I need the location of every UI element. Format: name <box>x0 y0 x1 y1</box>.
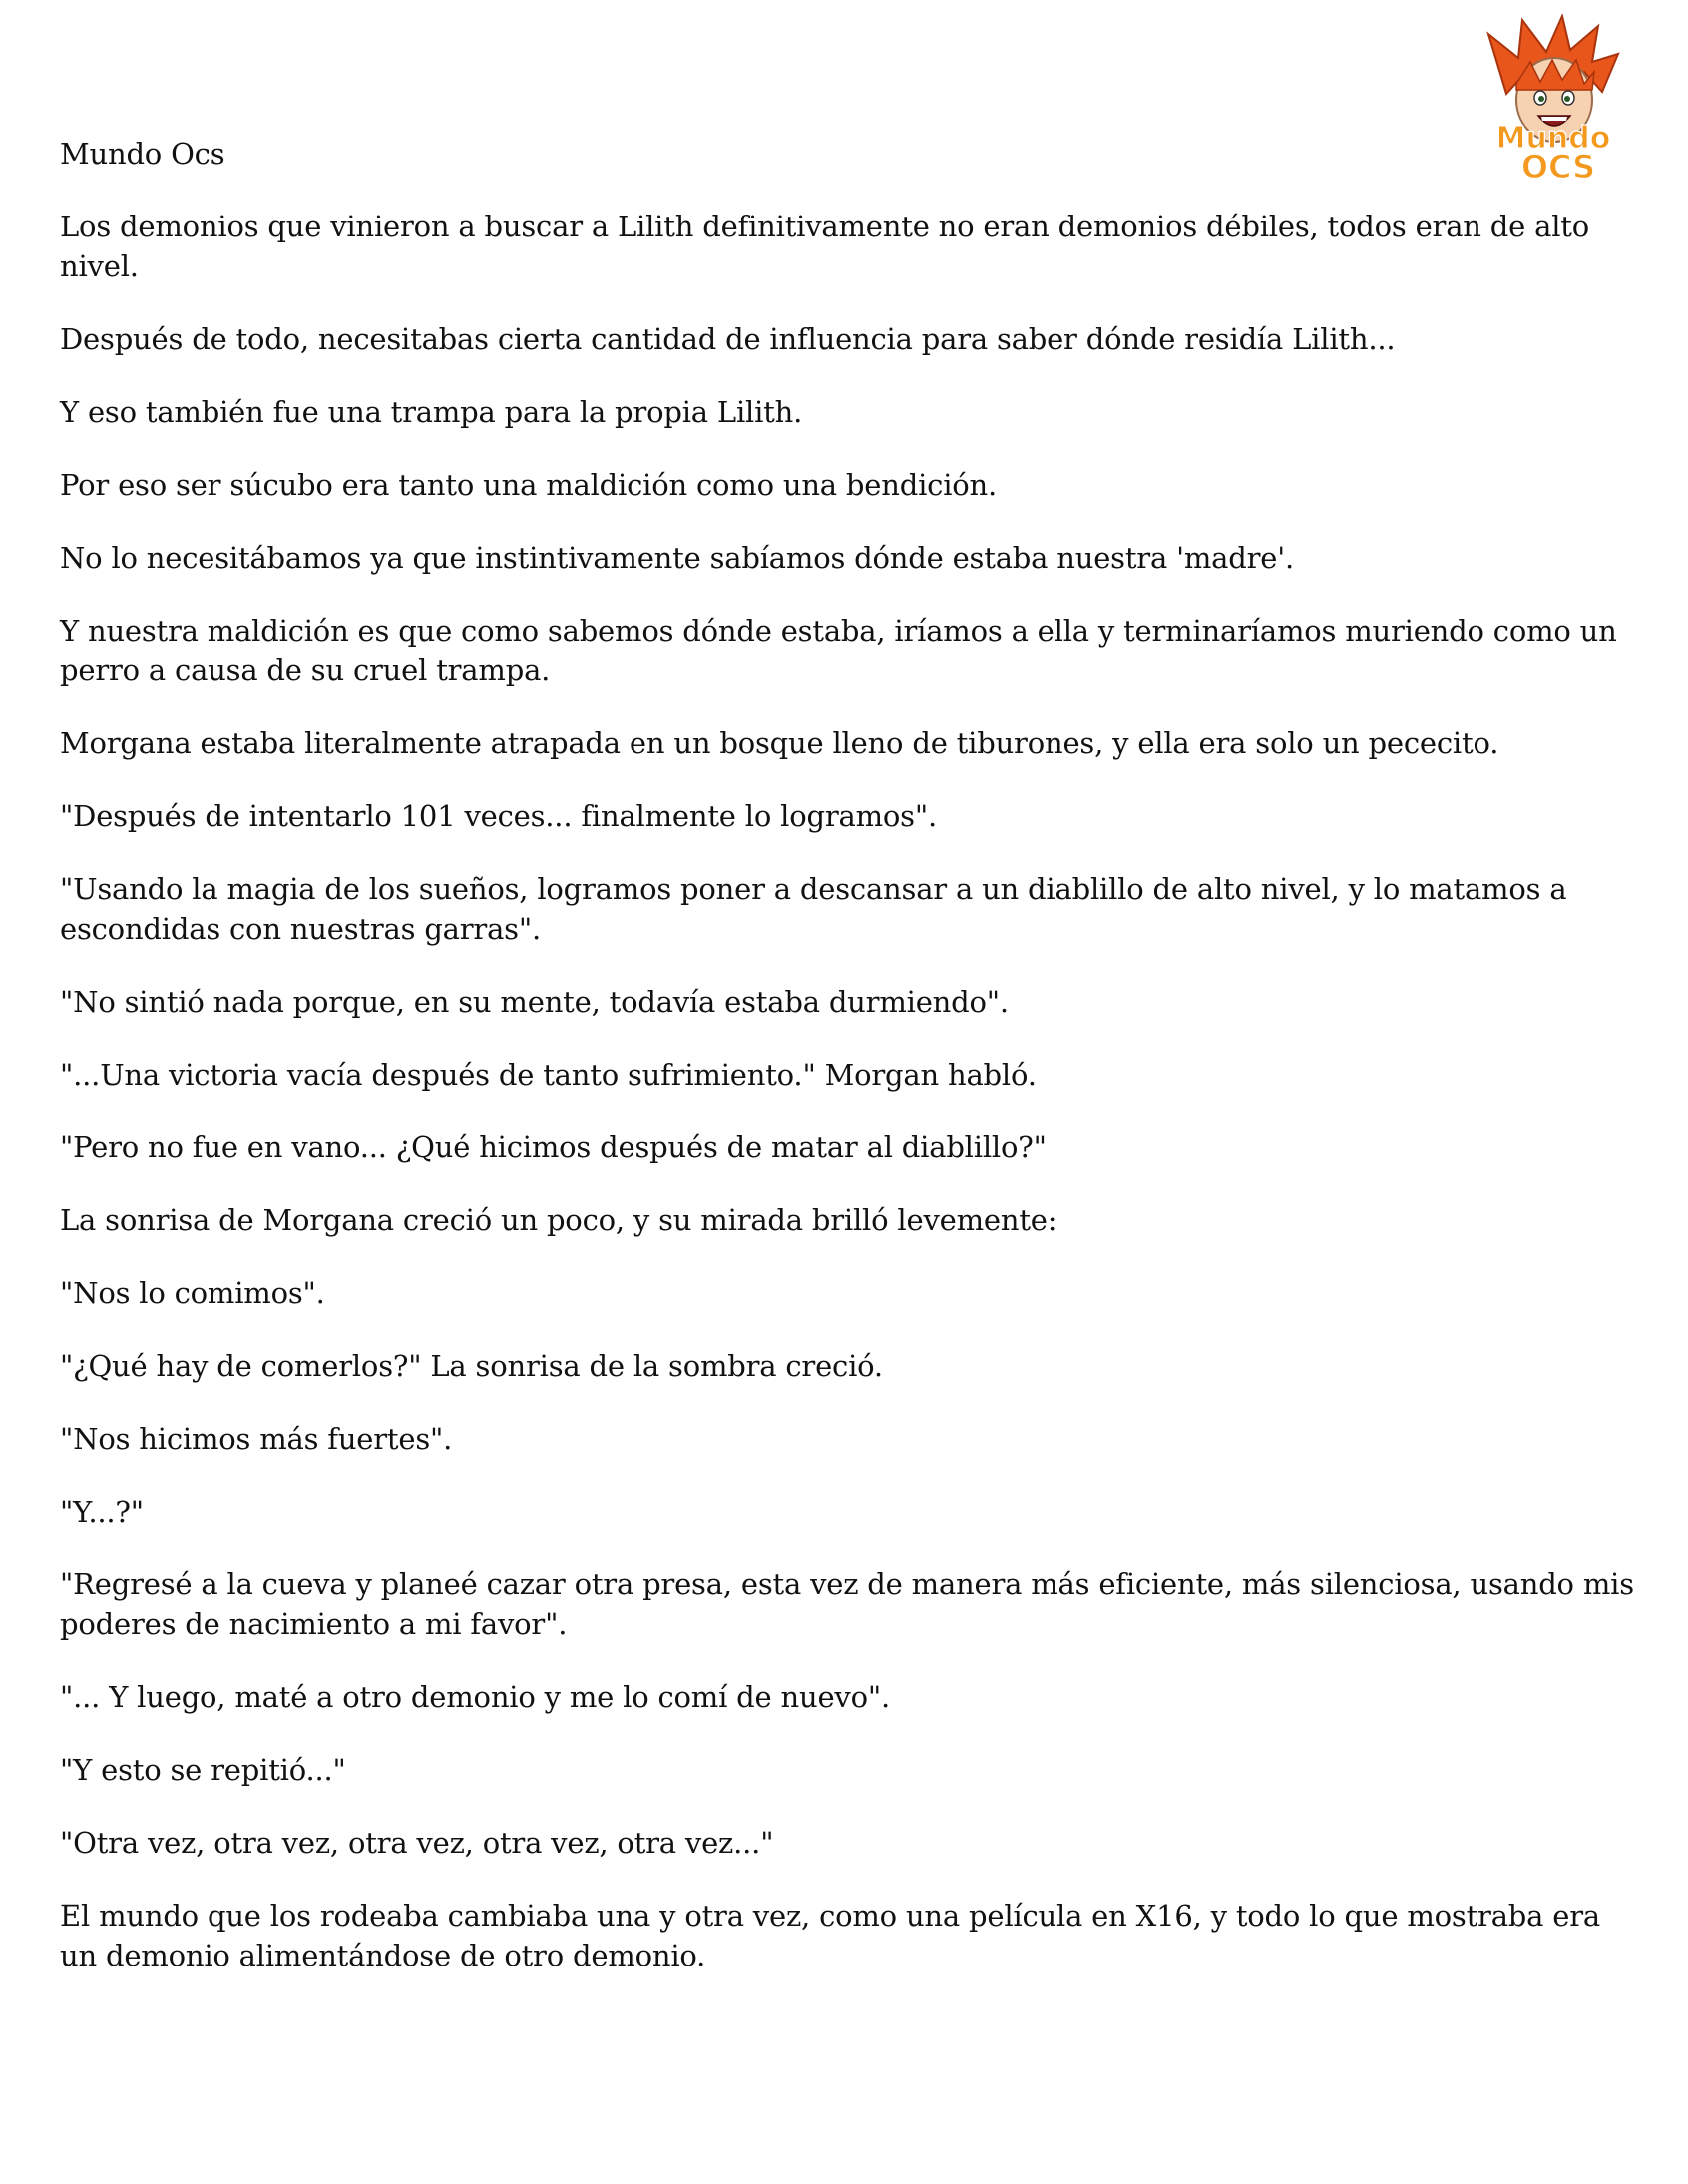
document-title: Mundo Ocs <box>60 137 225 171</box>
paragraph: Por eso ser súcubo era tanto una maldición como una bendición. <box>60 468 998 502</box>
paragraph: "Usando la magia de los sueños, logramos poner a descansar a un diablillo de alto nivel, y lo matamos a escondidas con nuestras garras". <box>60 872 1567 946</box>
logo-text-bottom: OCS <box>1520 148 1596 184</box>
paragraph: Y eso también fue una trampa para la propia Lilith. <box>60 395 803 429</box>
document-body <box>60 134 1636 2008</box>
paragraph: "¿Qué hay de comerlos?" La sonrisa de la sombra creció. <box>60 1349 883 1383</box>
paragraph: "Y esto se repitió..." <box>60 1753 346 1787</box>
paragraph: Morgana estaba literalmente atrapada en un bosque lleno de tiburones, y ella era solo un pececito. <box>60 726 1499 760</box>
paragraph: "Regresé a la cueva y planeé cazar otra presa, esta vez de manera más eficiente, más silenciosa, usando mis poderes de nacimiento a mi favor". <box>60 1567 1634 1641</box>
paragraph: "Después de intentarlo 101 veces... finalmente lo logramos". <box>60 799 937 833</box>
paragraph: La sonrisa de Morgana creció un poco, y su mirada brilló levemente: <box>60 1203 1057 1237</box>
paragraph: "Otra vez, otra vez, otra vez, otra vez, otra vez..." <box>60 1826 774 1860</box>
paragraph: Después de todo, necesitabas cierta cantidad de influencia para saber dónde residía Lilith... <box>60 322 1396 356</box>
paragraph: El mundo que los rodeaba cambiaba una y otra vez, como una película en X16, y todo lo que mostraba era un demonio alimentándose de otro demonio. <box>60 1899 1600 1972</box>
paragraph: "... Y luego, maté a otro demonio y me lo comí de nuevo". <box>60 1680 891 1714</box>
paragraph: No lo necesitábamos ya que instintivamente sabíamos dónde estaba nuestra 'madre'. <box>60 541 1295 575</box>
paragraph: Los demonios que vinieron a buscar a Lilith definitivamente no eran demonios débiles, todos eran de alto nivel. <box>60 210 1590 283</box>
paragraph: "Pero no fue en vano... ¿Qué hicimos después de matar al diablillo?" <box>60 1130 1047 1164</box>
logo-text-top: Mundo <box>1495 121 1611 156</box>
paragraph: "Y...?" <box>60 1495 144 1529</box>
paragraph: Y nuestra maldición es que como sabemos dónde estaba, iríamos a ella y terminaríamos muriendo como un perro a causa de su cruel trampa. <box>60 614 1617 687</box>
paragraph: "Nos lo comimos". <box>60 1276 325 1310</box>
paragraph: "...Una victoria vacía después de tanto sufrimiento." Morgan habló. <box>60 1058 1037 1092</box>
paragraph: "No sintió nada porque, en su mente, todavía estaba durmiendo". <box>60 985 1009 1019</box>
paragraph: "Nos hicimos más fuertes". <box>60 1422 453 1456</box>
